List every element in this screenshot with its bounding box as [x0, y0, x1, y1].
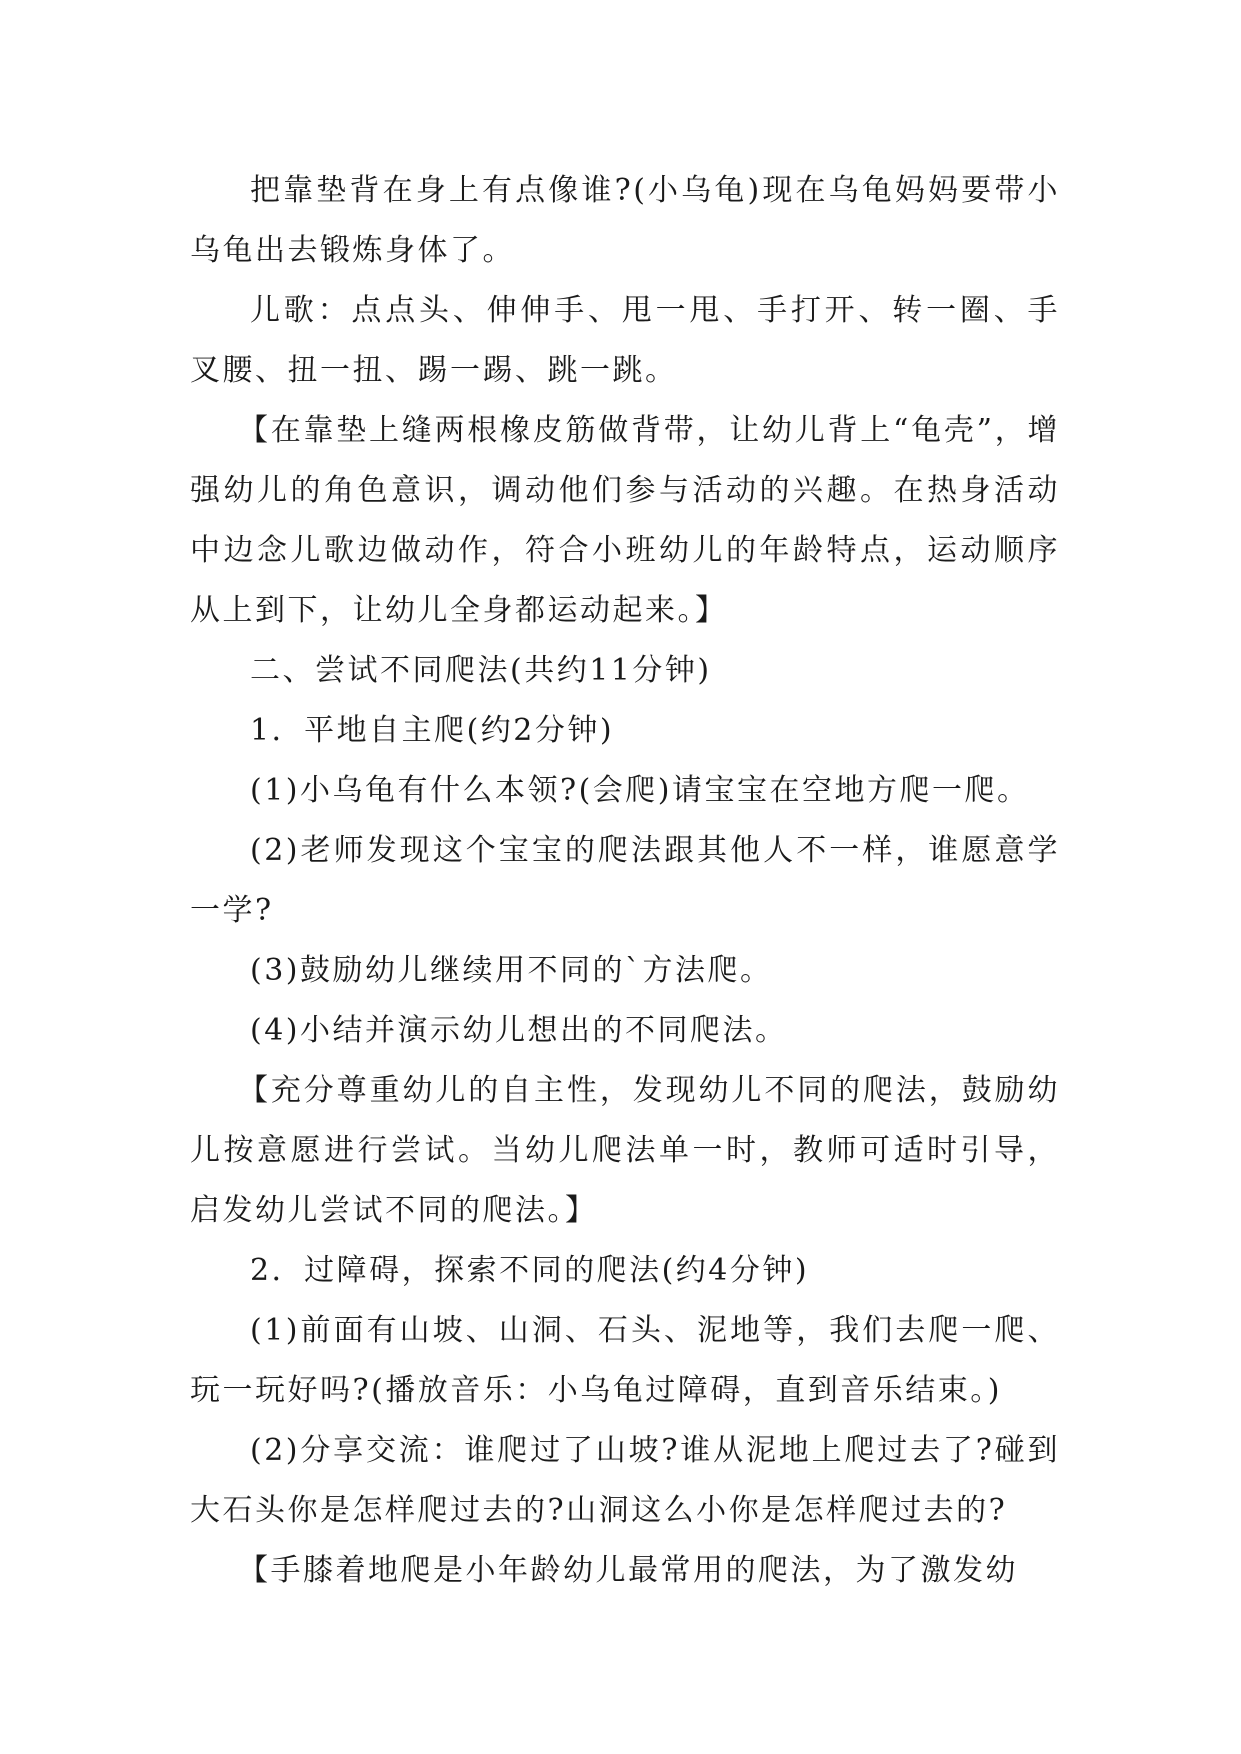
paragraph-note-crawling: 【手膝着地爬是小年龄幼儿最常用的爬法，为了激发幼	[238, 1553, 1018, 1588]
paragraph-note-autonomy: 【充分尊重幼儿的自主性，发现幼儿不同的爬法，鼓励幼儿按意愿进行尝试。当幼儿爬法单一时，教师可适时引导，启发幼儿尝试不同的爬法。】	[190, 1073, 1060, 1228]
paragraph-nursery-rhyme: 儿歌：点点头、伸伸手、甩一甩、手打开、转一圈、手叉腰、扭一扭、踢一踢、跳一跳。	[190, 293, 1060, 388]
list-item-obstacles-2: (2)分享交流：谁爬过了山坡?谁从泥地上爬过去了?碰到大石头你是怎样爬过去的?山洞这么小你是怎样爬过去的?	[190, 1433, 1060, 1528]
list-item-4: (4)小结并演示幼儿想出的不同爬法。	[250, 1013, 788, 1048]
subheading-flat-ground: 1．平地自主爬(约2分钟)	[250, 713, 615, 748]
subheading-obstacles: 2．过障碍，探索不同的爬法(约4分钟)	[250, 1253, 810, 1288]
section-heading-crawling: 二、尝试不同爬法(共约11分钟)	[250, 653, 712, 688]
list-item-obstacles-1: (1)前面有山坡、山洞、石头、泥地等，我们去爬一爬、玩一玩好吗?(播放音乐：小乌龟过障碍，直到音乐结束。)	[190, 1313, 1060, 1408]
list-item-1: (1)小乌龟有什么本领?(会爬)请宝宝在空地方爬一爬。	[250, 773, 1030, 808]
paragraph-note-warmup: 【在靠垫上缝两根橡皮筋做背带，让幼儿背上“龟壳”，增强幼儿的角色意识，调动他们参与活动的兴趣。在热身活动中边念儿歌边做动作，符合小班幼儿的年龄特点，运动顺序从上到下，让幼儿全身都运动起来。】	[190, 413, 1060, 628]
list-item-2: (2)老师发现这个宝宝的爬法跟其他人不一样，谁愿意学一学?	[190, 833, 1060, 928]
list-item-3: (3)鼓励幼儿继续用不同的`方法爬。	[250, 953, 773, 988]
paragraph-turtle-intro: 把靠垫背在身上有点像谁?(小乌龟)现在乌龟妈妈要带小乌龟出去锻炼身体了。	[190, 173, 1060, 268]
document-body	[190, 161, 1060, 1601]
